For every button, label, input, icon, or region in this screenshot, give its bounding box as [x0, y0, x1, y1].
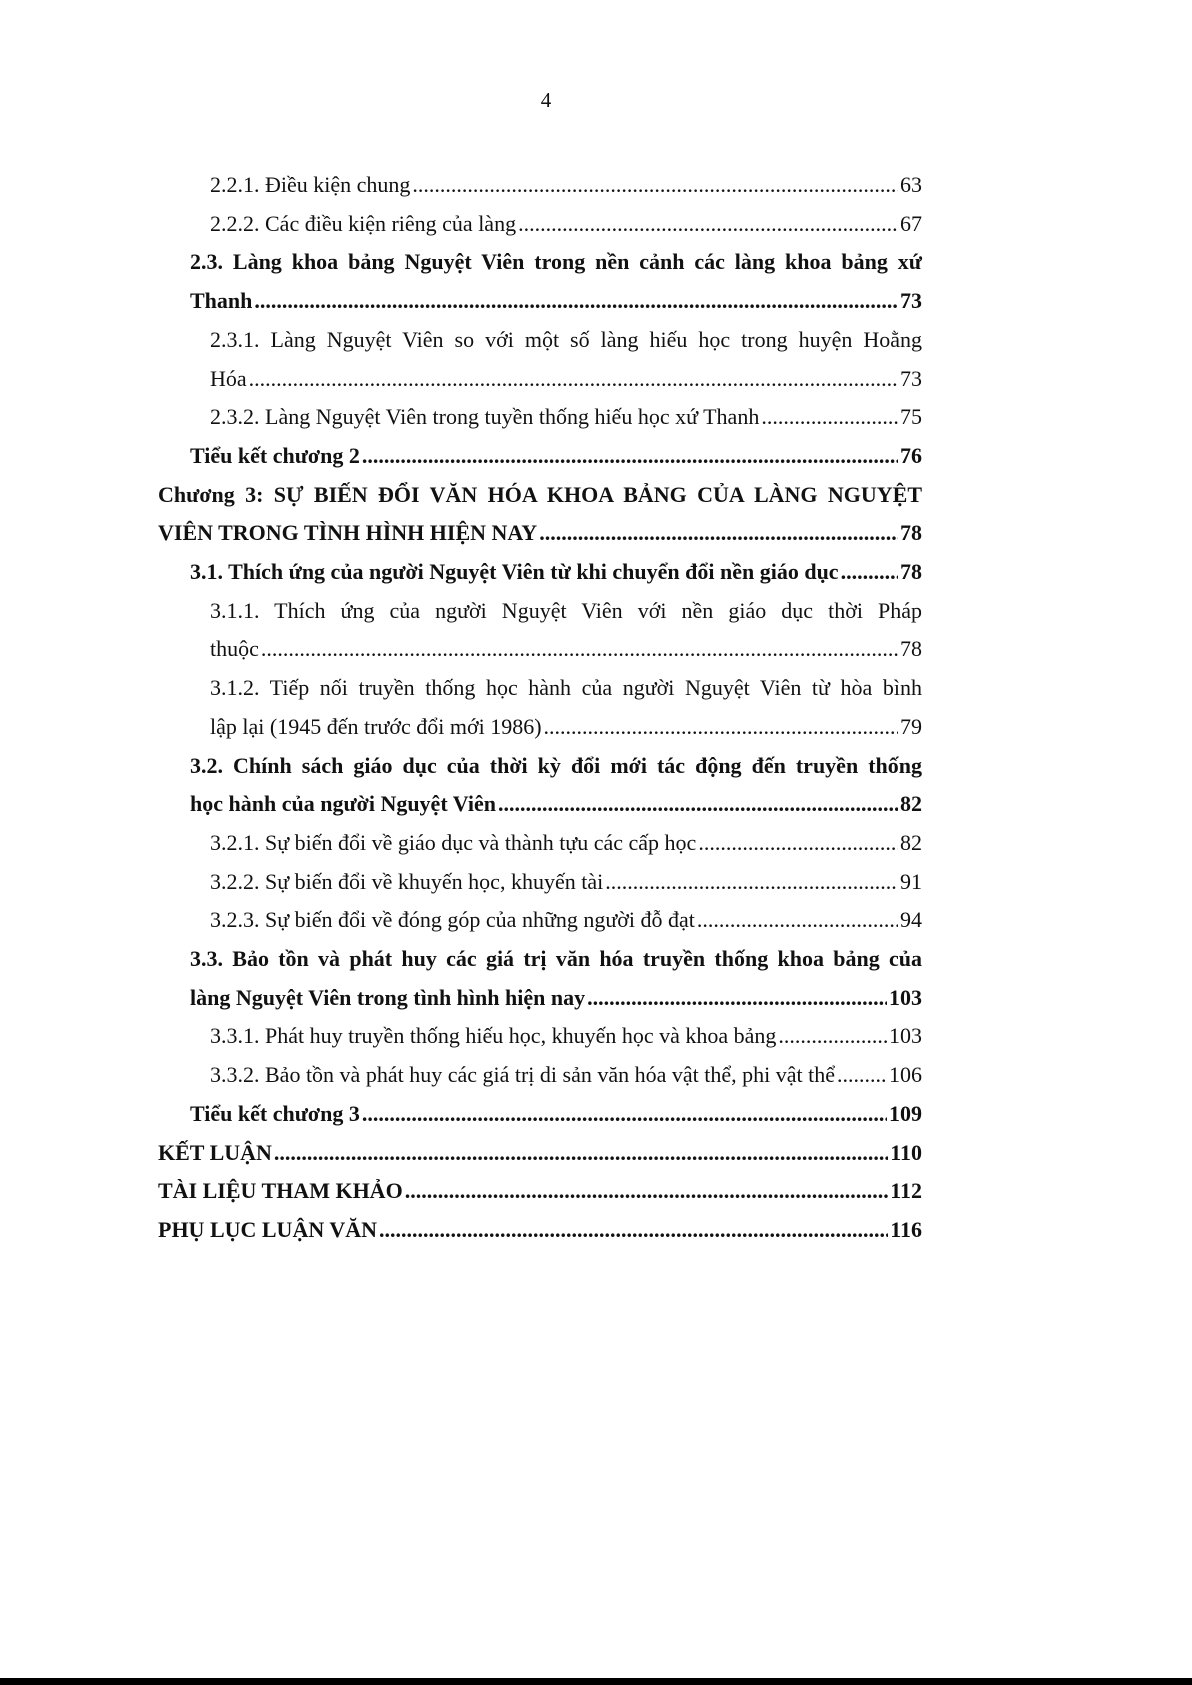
toc-dot-leader: [254, 282, 898, 321]
toc-dot-leader: [362, 437, 898, 476]
toc-entry-title: 3.3.2. Bảo tồn và phát huy các giá trị di sản văn hóa vật thể, phi vật thể: [210, 1062, 836, 1088]
toc-dot-leader: [697, 901, 898, 940]
table-of-contents: [158, 166, 922, 1250]
page-number: 4: [540, 88, 552, 112]
toc-entry-title: 3.1. Thích ứng của người Nguyệt Viên từ khi chuyển đổi nền giáo dục: [190, 559, 839, 585]
toc-entry-title: Thanh: [190, 288, 253, 314]
toc-dot-leader: [841, 553, 898, 592]
toc-dot-leader: [274, 1134, 888, 1173]
toc-entry-title: làng Nguyệt Viên trong tình hình hiện nay: [190, 984, 586, 1010]
toc-entry-title-first-line: 3.2. Chính sách giáo dục của thời kỳ đổi mới tác động đến truyền thống: [190, 752, 922, 778]
toc-dot-leader: [837, 1056, 887, 1095]
toc-dot-leader: [778, 1017, 887, 1056]
toc-entry[interactable]: [158, 398, 922, 437]
toc-entry-title: 3.2.2. Sự biến đổi về khuyến học, khuyến tài: [210, 868, 604, 894]
toc-entry-title-first-line: 3.3. Bảo tồn và phát huy các giá trị văn hóa truyền thống khoa bảng của: [190, 946, 922, 972]
toc-page-number: 82: [900, 829, 922, 855]
toc-entry[interactable]: [158, 321, 922, 398]
toc-dot-leader: [539, 514, 898, 553]
toc-page-number: 78: [900, 520, 922, 546]
toc-dot-leader: [379, 1211, 888, 1250]
toc-entry-line: [210, 398, 922, 437]
toc-entry-line: [210, 166, 922, 205]
toc-page-number: 110: [890, 1139, 922, 1165]
toc-entry[interactable]: [158, 863, 922, 902]
toc-entry-line: [158, 514, 922, 553]
toc-entry[interactable]: [158, 1134, 922, 1173]
toc-entry-title-first-line: 2.3. Làng khoa bảng Nguyệt Viên trong nền cảnh các làng khoa bảng xứ: [190, 249, 922, 275]
toc-dot-leader: [412, 166, 898, 205]
toc-page-number: 112: [890, 1178, 922, 1204]
toc-entry-line: [190, 437, 922, 476]
toc-page-number: 82: [900, 791, 922, 817]
toc-entry-title: 2.3.2. Làng Nguyệt Viên trong tuyền thống hiếu học xứ Thanh: [210, 404, 760, 430]
toc-entry-title: học hành của người Nguyệt Viên: [190, 791, 496, 817]
toc-entry-line: [158, 1172, 922, 1211]
toc-entry-line: [210, 360, 922, 399]
toc-page-number: 76: [900, 442, 922, 468]
toc-dot-leader: [698, 824, 898, 863]
toc-entry[interactable]: [158, 205, 922, 244]
toc-entry-title: TÀI LIỆU THAM KHẢO: [158, 1178, 403, 1204]
toc-entry-line: [210, 901, 922, 940]
toc-entry-title: Tiểu kết chương 2: [190, 442, 360, 468]
toc-entry-line: [190, 979, 922, 1018]
toc-entry-line: [210, 205, 922, 244]
toc-entry[interactable]: [158, 747, 922, 824]
toc-entry-line: [158, 1211, 922, 1250]
toc-entry-title: PHỤ LỤC LUẬN VĂN: [158, 1216, 377, 1242]
toc-dot-leader: [761, 398, 898, 437]
toc-page-number: 94: [900, 907, 922, 933]
toc-dot-leader: [605, 863, 898, 902]
toc-entry-title: 3.2.1. Sự biến đổi về giáo dục và thành tựu các cấp học: [210, 829, 697, 855]
toc-entry[interactable]: [158, 901, 922, 940]
toc-entry-title: 3.2.3. Sự biến đổi về đóng góp của những người đỗ đạt: [210, 907, 695, 933]
toc-page-number: 67: [900, 210, 922, 236]
toc-page-number: 116: [890, 1216, 922, 1242]
toc-entry[interactable]: [158, 166, 922, 205]
toc-page-number: 78: [900, 559, 922, 585]
toc-dot-leader: [362, 1095, 887, 1134]
toc-page-number: 103: [889, 984, 922, 1010]
toc-page-number: 91: [900, 868, 922, 894]
toc-page-number: 73: [900, 365, 922, 391]
toc-page-number: 75: [900, 404, 922, 430]
toc-entry-title: lập lại (1945 đến trước đổi mới 1986): [210, 713, 542, 739]
toc-dot-leader: [405, 1172, 889, 1211]
toc-entry-title-first-line: 3.1.1. Thích ứng của người Nguyệt Viên với nền giáo dục thời Pháp: [210, 597, 922, 623]
toc-page-number: 103: [889, 1023, 922, 1049]
toc-entry[interactable]: [158, 1172, 922, 1211]
toc-entry-title: 2.2.1. Điều kiện chung: [210, 172, 411, 197]
toc-entry-title: 3.3.1. Phát huy truyền thống hiếu học, khuyến học và khoa bảng: [210, 1023, 777, 1049]
toc-page-number: 79: [900, 713, 922, 739]
toc-entry-line: [158, 1134, 922, 1173]
toc-entry[interactable]: [158, 669, 922, 746]
toc-entry-title: thuộc: [210, 636, 259, 662]
toc-entry-line: [210, 863, 922, 902]
toc-entry[interactable]: [158, 940, 922, 1017]
toc-page-number: 78: [900, 636, 922, 662]
toc-entry[interactable]: [158, 1056, 922, 1095]
toc-entry-line: [210, 708, 922, 747]
toc-entry-line: [190, 1095, 922, 1134]
toc-entry-line: [210, 824, 922, 863]
toc-page-number: 73: [900, 288, 922, 314]
bottom-edge-rule: [0, 1678, 1192, 1685]
toc-entry-title: VIÊN TRONG TÌNH HÌNH HIỆN NAY: [158, 520, 538, 546]
toc-entry-line: [210, 630, 922, 669]
toc-entry[interactable]: [158, 1211, 922, 1250]
toc-dot-leader: [261, 630, 898, 669]
toc-page-number: 109: [889, 1100, 922, 1126]
toc-dot-leader: [518, 205, 898, 244]
toc-entry[interactable]: [158, 243, 922, 320]
toc-entry[interactable]: [158, 1017, 922, 1056]
toc-entry-line: [190, 785, 922, 824]
toc-entry[interactable]: [158, 553, 922, 592]
toc-dot-leader: [498, 785, 898, 824]
toc-entry-line: [190, 553, 922, 592]
toc-entry-title: Tiểu kết chương 3: [190, 1100, 360, 1126]
toc-page-number: 106: [889, 1062, 922, 1088]
toc-entry[interactable]: [158, 824, 922, 863]
toc-entry-title: 2.2.2. Các điều kiện riêng của làng: [210, 210, 517, 236]
toc-entry[interactable]: [158, 1095, 922, 1134]
toc-entry[interactable]: [158, 476, 922, 553]
toc-entry-line: [210, 1056, 922, 1095]
toc-entry-title: KẾT LUẬN: [158, 1139, 272, 1165]
toc-entry-title: Hóa: [210, 365, 247, 391]
toc-dot-leader: [587, 979, 887, 1018]
toc-entry-title-first-line: 2.3.1. Làng Nguyệt Viên so với một số làng hiếu học trong huyện Hoằng: [210, 326, 922, 352]
toc-entry-title-first-line: Chương 3: SỰ BIẾN ĐỔI VĂN HÓA KHOA BẢNG CỦA LÀNG NGUYỆT: [158, 481, 922, 507]
toc-dot-leader: [544, 708, 898, 747]
toc-entry-line: [190, 282, 922, 321]
toc-entry[interactable]: [158, 592, 922, 669]
toc-entry-line: [210, 1017, 922, 1056]
toc-page-number: 63: [900, 172, 922, 197]
toc-entry-title-first-line: 3.1.2. Tiếp nối truyền thống học hành của người Nguyệt Viên từ hòa bình: [210, 675, 922, 701]
toc-dot-leader: [249, 360, 898, 399]
toc-entry[interactable]: [158, 437, 922, 476]
